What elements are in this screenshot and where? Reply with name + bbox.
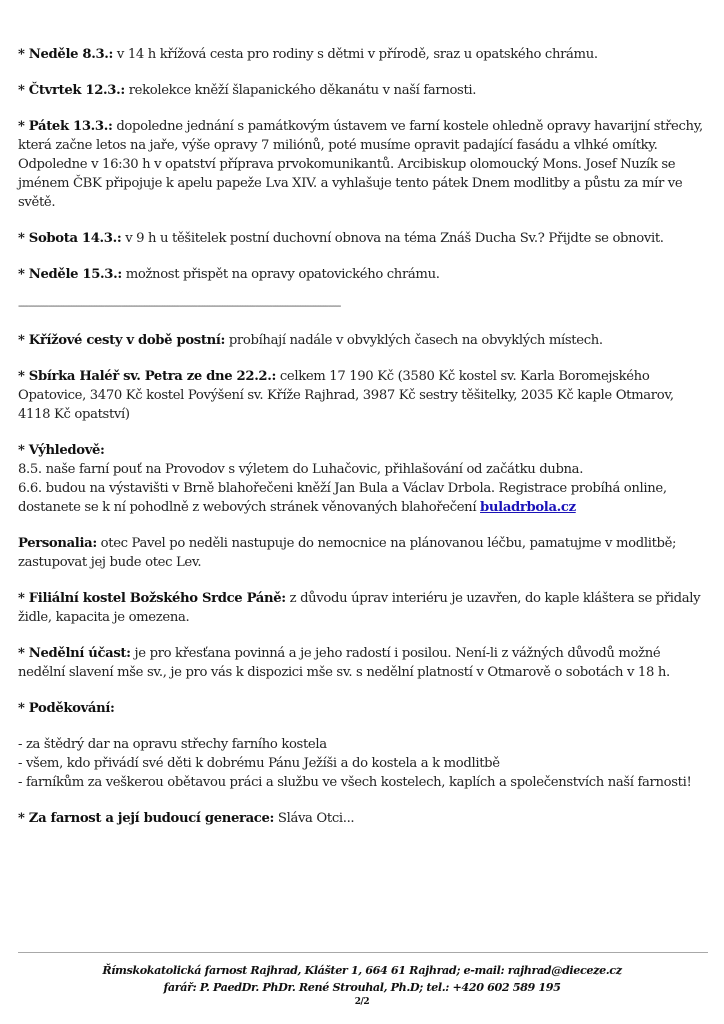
footer-address: Římskokatolická farnost Rajhrad, Klášter 1, 664 61 Rajhrad; e-mail: rajhrad@dieceze.cz — [102, 963, 622, 977]
section-lead: * Nedělní účast: — [18, 646, 131, 661]
announcement-thursday-12-3 — [18, 81, 708, 100]
footer-pastor: farář: P. PaedDr. PhDr. René Strouhal, Ph.D; tel.: +420 602 589 195 — [163, 980, 561, 994]
section-lead: * Křížové cesty v době postní: — [18, 333, 225, 348]
filial-church-note — [18, 589, 708, 627]
section-text: Sláva Otci... — [274, 811, 355, 826]
announcement-text: v 9 h u těšitelek postní duchovní obnova na téma Znáš Ducha Sv.? Přijdte se obnovit. — [121, 231, 664, 246]
announcement-sunday-8-3 — [18, 45, 708, 64]
section-text: otec Pavel po neděli nastupuje do nemocnice na plánovanou léčbu, pamatujme v modlitbě; zastupovat jej bude otec Lev. — [18, 536, 677, 570]
section-lead: * Filiální kostel Božského Srdce Páně: — [18, 591, 286, 606]
dashed-separator: -------------------------------------------------------------------------------------------------------------------------------- — [18, 299, 341, 312]
outlook-item-beatification: 6.6. budou na výstavišti v Brně blahořečeni kněží Jan Bula a Václav Drbola. Registrace probíhá online, dostanete se k ní pohodlně z webových stránek věnovaných blahořečení — [18, 481, 667, 515]
outlook-item-pilgrimage: 8.5. naše farní pouť na Provodov s výletem do Luhačovic, přihlašování od začátku dubna. — [18, 462, 584, 477]
buladrbola-link[interactable]: buladrbola.cz — [480, 500, 576, 515]
outlook-section — [18, 441, 708, 517]
announcement-lead: * Neděle 8.3.: — [18, 47, 114, 62]
announcement-lead: * Neděle 15.3.: — [18, 267, 122, 282]
announcement-text: dopoledne jednání s památkovým ústavem ve farní kostele ohledně opravy havarijní střechy, která začne letos na jaře, výše opravy 7 miliónů, poté musíme opravit padající fasádu a vlhké omítky. Odpoledne v 16:30 h v opatství příprava prvokomunikantů. Arcibiskup olomoucký Mons. Josef Nuzík se jménem ČBK připojuje k apelu papeže Lva XIV. a vyhlašuje tento pátek Dnem modlitby a půstu za mír ve světě. — [18, 119, 703, 210]
page-number: 2/2 — [354, 997, 370, 1007]
announcement-text: v 14 h křížová cesta pro rodiny s dětmi v přírodě, sraz u opatského chrámu. — [113, 47, 598, 62]
sunday-attendance-note — [18, 644, 708, 682]
section-lead: * Za farnost a její budoucí generace: — [18, 811, 275, 826]
thanks-item: - za štědrý dar na opravu střechy farního kostela — [18, 737, 327, 752]
personalia-note — [18, 534, 708, 572]
thanks-heading — [18, 699, 708, 718]
section-lead: * Výhledově: — [18, 443, 105, 458]
footer — [0, 962, 724, 1008]
bulletin-page — [18, 45, 708, 845]
announcement-lead: * Pátek 13.3.: — [18, 119, 113, 134]
section-lead: Personalia: — [18, 536, 97, 551]
announcement-saturday-14-3 — [18, 229, 708, 248]
thanks-item: - farníkům za veškerou obětavou práci a službu ve všech kostelech, kaplích a společenstvích naší farnosti! — [18, 775, 692, 790]
collection-note — [18, 367, 708, 424]
announcement-sunday-15-3 — [18, 265, 708, 284]
section-text: z důvodu úprav interiéru je uzavřen, do kaple kláštera se přidaly židle, kapacita je omezena. — [18, 591, 701, 625]
announcement-friday-13-3 — [18, 117, 708, 212]
section-text: probíhají nadále v obvyklých časech na obvyklých místech. — [225, 333, 603, 348]
thanks-list — [18, 735, 708, 792]
announcement-text: možnost přispět na opravy opatovického chrámu. — [121, 267, 440, 282]
section-text: je pro křesťana povinná a je jeho radostí i posilou. Není-li z vážných důvodů možné nedělní slavení mše sv., je pro vás k dispozici mše sv. s nedělní platností v Otmarově o sobotách v 18 h. — [18, 646, 670, 680]
announcement-text: rekolekce kněží šlapanického děkanátu v naší farnosti. — [124, 83, 477, 98]
thanks-item: - všem, kdo přivádí své děti k dobrému Pánu Ježíši a do kostela a k modlitbě — [18, 756, 500, 771]
closing-prayer — [18, 809, 708, 828]
footer-divider — [18, 952, 708, 953]
stations-of-cross-note — [18, 331, 708, 350]
section-lead: * Sbírka Haléř sv. Petra ze dne 22.2.: — [18, 369, 277, 384]
announcement-lead: * Čtvrtek 12.3.: — [18, 83, 125, 98]
section-text: celkem 17 190 Kč (3580 Kč kostel sv. Karla Boromejského Opatovice, 3470 Kč kostel Povýšení sv. Kříže Rajhrad, 3987 Kč sestry těšitelky, 2035 Kč kaple Otmarov, 4118 Kč opatství) — [18, 369, 674, 422]
announcement-lead: * Sobota 14.3.: — [18, 231, 122, 246]
section-lead: * Poděkování: — [18, 701, 115, 716]
